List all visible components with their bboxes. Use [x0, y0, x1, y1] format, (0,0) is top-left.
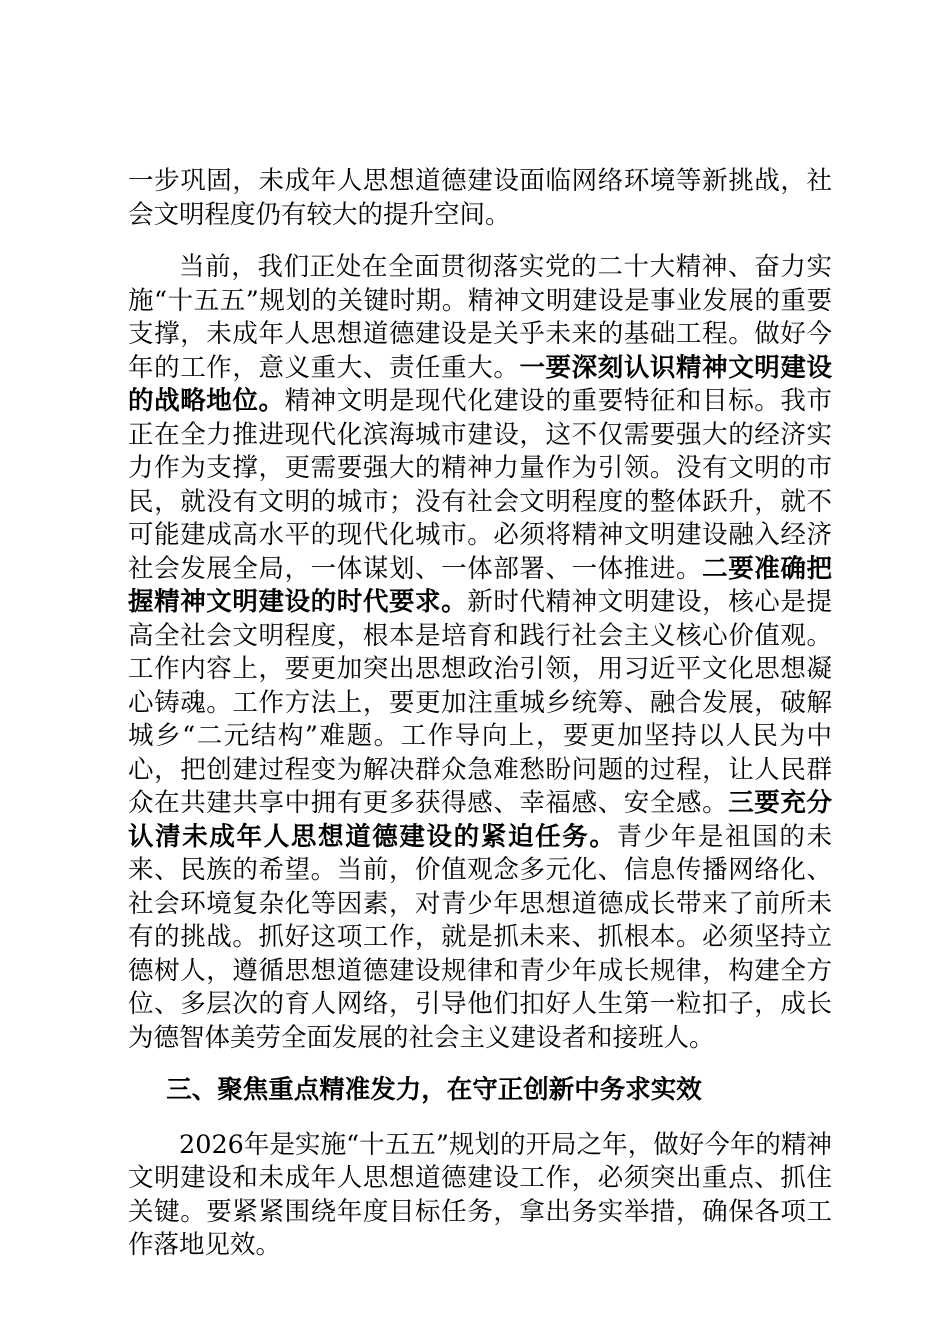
paragraph-text: 新时代精神文明建设，核心是提高全社会文明程度，根本是培育和践行社会主义核心价值观。工作内容上，要更加突出思想政治引领，用习近平文化思想凝心铸魂。工作方法上，要更加注重城乡统筹、融合发展，破解城乡“二元结构”难题。工作导向上，要更加坚持以人民为中心，把创建过程变为解决群众急难愁盼问题的过程，让人民群众在共建共享中拥有更多获得感、幸福感、安全感。 — [128, 587, 832, 818]
document-body — [128, 165, 832, 1282]
paragraph-text: 当前，我们正处在全面贯彻落实党的二十大精神、奋力实施“十五五”规划的关键时期。精神文明建设是事业发展的重要支撑，未成年人思想道德建设是关乎未来的基础工程。做好今年的工作，意义重大、责任重大。 — [128, 252, 832, 383]
bold-point-one: 一要深刻认识精神文明建设的战略地位。 — [128, 352, 832, 416]
paragraph-text: 2026年是实施“十五五”规划的开局之年，做好今年的精神文明建设和未成年人思想道德建设工作，必须突出重点、抓住关键。要紧紧围绕年度目标任务，拿出务实举措，确保各项工作落地见效。 — [128, 1129, 832, 1260]
paragraph-2026-plan — [128, 1129, 832, 1263]
paragraph-text: 青少年是祖国的未来、民族的希望。当前，价值观念多元化、信息传播网络化、社会环境复杂化等因素，对青少年思想道德成长带来了前所未有的挑战。抓好这项工作，就是抓未来、抓根本。必须坚持立德树人，遵循思想道德建设规律和青少年成长规律，构建全方位、多层次的育人网络，引导他们扣好人生第一粒扣子，成长为德智体美劳全面发展的社会主义建设者和接班人。 — [128, 821, 832, 1053]
paragraph-continuation — [128, 165, 832, 232]
section-heading: 三、聚焦重点精准发力，在守正创新中务求实效 — [166, 1075, 702, 1105]
paragraph-text: 精神文明是现代化建设的重要特征和目标。我市正在全力推进现代化滨海城市建设，这不仅需要强大的经济实力作为支撑，更需要强大的精神力量作为引领。没有文明的市民，就没有文明的城市；没有社会文明程度的整体跃升，就不可能建成高水平的现代化城市。必须将精神文明建设融入经济社会发展全局，一体谋划、一体部署、一体推进。 — [128, 386, 832, 584]
bold-point-three: 三要充分认清未成年人思想道德建设的紧迫任务。 — [128, 788, 832, 852]
paragraph-current-situation — [128, 251, 832, 1055]
bold-point-two: 二要准确把握精神文明建设的时代要求。 — [128, 553, 832, 617]
paragraph-text: 一步巩固，未成年人思想道德建设面临网络环境等新挑战，社会文明程度仍有较大的提升空间。 — [128, 166, 832, 230]
